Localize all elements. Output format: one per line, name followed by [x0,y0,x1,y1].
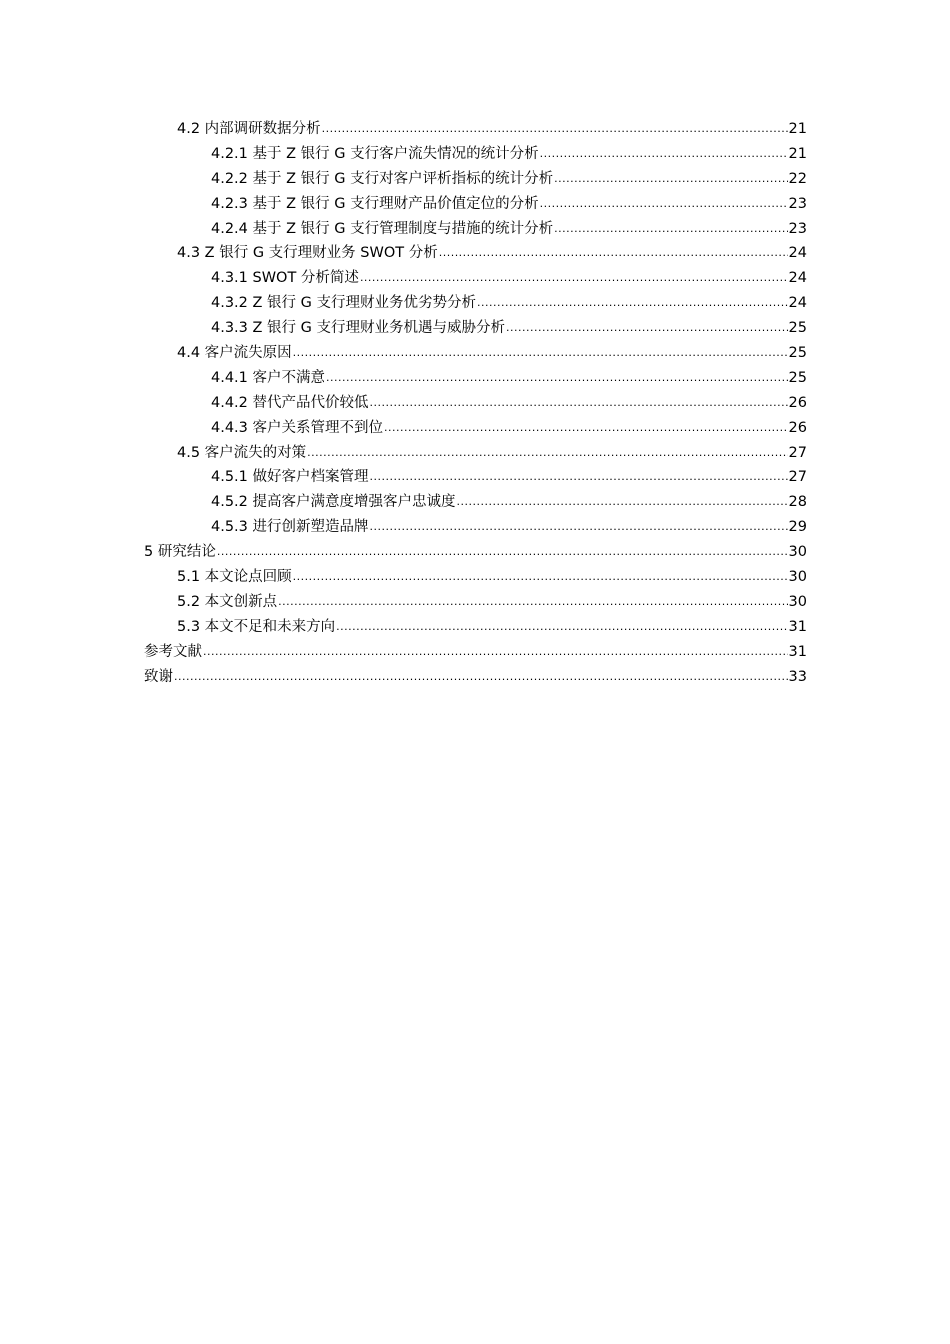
toc-entry-title: 4.4.1 客户不满意 [211,369,326,386]
toc-entry-title: 4.5 客户流失的对策 [177,444,307,461]
toc-entry-page: 25 [788,345,807,362]
toc-entry-title: 4.2.2 基于 Z 银行 G 支行对客户评析指标的统计分析 [211,170,554,187]
toc-entry-page: 27 [788,444,807,461]
toc-entry[interactable] [144,192,807,217]
toc-entry-title: 4.5.3 进行创新塑造品牌 [211,519,369,536]
toc-entry-page: 25 [788,320,807,337]
toc-dot-leader [322,116,788,142]
toc-dot-leader [326,365,788,391]
toc-dot-leader [370,390,788,416]
toc-entry[interactable] [144,142,807,167]
toc-entry-page: 26 [788,394,807,411]
table-of-contents [144,117,807,689]
toc-dot-leader [554,166,787,192]
toc-dot-leader [370,514,788,540]
toc-dot-leader [457,489,788,515]
toc-entry[interactable] [144,167,807,192]
toc-entry-title: 致谢 [144,668,173,685]
toc-entry[interactable] [144,565,807,590]
toc-entry-title: 4.2 内部调研数据分析 [177,121,321,137]
toc-entry-page: 21 [788,121,807,137]
toc-entry-page: 27 [788,469,807,486]
toc-entry[interactable] [144,291,807,316]
toc-entry-title: 4.3.3 Z 银行 G 支行理财业务机遇与威胁分析 [211,320,505,337]
toc-dot-leader [477,290,788,316]
toc-dot-leader [278,589,787,615]
toc-dot-leader [293,564,788,590]
toc-entry[interactable] [144,341,807,366]
toc-entry-page: 24 [788,245,807,262]
toc-dot-leader [370,464,788,490]
toc-entry[interactable] [144,540,807,565]
toc-entry-title: 5.3 本文不足和未来方向 [177,618,336,635]
toc-dot-leader [439,240,788,266]
toc-entry-title: 4.4 客户流失原因 [177,345,292,362]
toc-entry-page: 33 [788,668,807,685]
toc-entry[interactable] [144,441,807,466]
toc-entry[interactable] [144,515,807,540]
toc-entry[interactable] [144,241,807,266]
toc-entry[interactable] [144,366,807,391]
toc-entry-title: 4.3.2 Z 银行 G 支行理财业务优劣势分析 [211,295,476,312]
toc-entry-title: 4.2.4 基于 Z 银行 G 支行管理制度与措施的统计分析 [211,220,554,237]
toc-entry-page: 26 [788,419,807,436]
toc-entry[interactable] [144,416,807,441]
toc-dot-leader [174,664,788,690]
toc-dot-leader [540,141,788,167]
toc-entry-page: 31 [788,618,807,635]
toc-entry-page: 31 [788,643,807,660]
toc-dot-leader [554,216,787,242]
toc-entry[interactable] [144,490,807,515]
toc-entry[interactable] [144,391,807,416]
toc-entry[interactable] [144,615,807,640]
toc-entry-page: 23 [788,195,807,212]
toc-entry-title: 4.5.2 提高客户满意度增强客户忠诚度 [211,494,456,511]
toc-entry-page: 22 [788,170,807,187]
toc-entry-title: 5.2 本文创新点 [177,593,278,610]
toc-entry-page: 25 [788,369,807,386]
toc-dot-leader [384,415,788,441]
toc-entry-title: 4.2.3 基于 Z 银行 G 支行理财产品价值定位的分析 [211,195,539,212]
toc-dot-leader [336,614,787,640]
toc-dot-leader [203,639,788,665]
toc-dot-leader [293,340,788,366]
toc-entry-page: 21 [788,145,807,162]
toc-entry[interactable] [144,465,807,490]
toc-entry[interactable] [144,640,807,665]
toc-entry-title: 5.1 本文论点回顾 [177,569,292,586]
toc-entry[interactable] [144,590,807,615]
toc-entry-page: 30 [788,569,807,586]
toc-dot-leader [540,191,788,217]
toc-entry-title: 4.5.1 做好客户档案管理 [211,469,369,486]
toc-dot-leader [307,440,787,466]
toc-entry[interactable] [144,266,807,291]
toc-entry-title: 4.3.1 SWOT 分析简述 [211,270,359,287]
toc-entry-title: 5 研究结论 [144,544,216,561]
toc-entry[interactable] [144,316,807,341]
toc-entry-page: 28 [788,494,807,511]
toc-entry-page: 24 [788,270,807,287]
toc-entry-page: 30 [788,544,807,561]
toc-dot-leader [217,539,788,565]
toc-entry[interactable] [144,665,807,690]
toc-entry-page: 23 [788,220,807,237]
toc-entry-title: 4.4.2 替代产品代价较低 [211,394,369,411]
toc-entry-page: 29 [788,519,807,536]
toc-entry[interactable] [144,117,807,142]
toc-dot-leader [360,265,788,291]
toc-entry-title: 参考文献 [144,643,202,660]
toc-entry-title: 4.4.3 客户关系管理不到位 [211,419,384,436]
toc-entry-title: 4.2.1 基于 Z 银行 G 支行客户流失情况的统计分析 [211,145,539,162]
toc-entry-page: 24 [788,295,807,312]
toc-entry-page: 30 [788,593,807,610]
toc-dot-leader [506,315,788,341]
toc-entry[interactable] [144,217,807,242]
toc-entry-title: 4.3 Z 银行 G 支行理财业务 SWOT 分析 [177,245,438,262]
